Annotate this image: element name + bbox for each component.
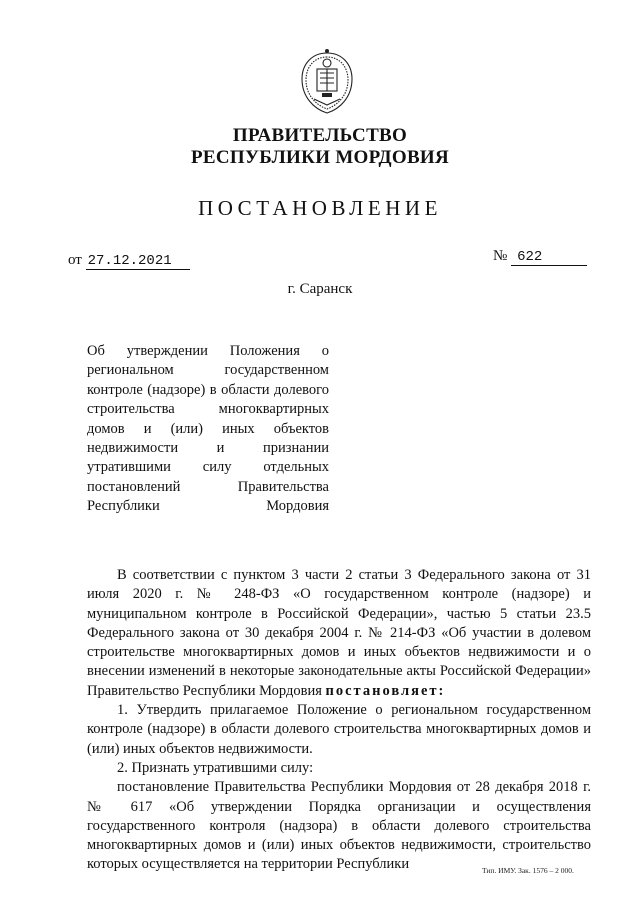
document-subject: Об утверждении Положения о региональном государственном контроле (надзоре) в области долевого строительства многоквартирных домов и (или) иных объектов недвижимости и признании утратившими силу отдельных постановлений Правительства Республики Мордовия	[87, 343, 329, 515]
decrees-word: постановляет:	[325, 682, 446, 699]
print-footer: Тип. ИМУ. Зак. 1576 – 2 000.	[482, 866, 574, 875]
preamble-paragraph	[87, 566, 591, 701]
government-title-line1: ПРАВИТЕЛЬСТВО	[232, 125, 408, 146]
item-2-paragraph: 2. Признать утратившими силу:	[117, 759, 314, 776]
government-title-line2: РЕСПУБЛИКИ МОРДОВИЯ	[190, 147, 450, 168]
city-name: г. Саранск	[287, 281, 353, 297]
coat-of-arms-emblem	[296, 47, 358, 117]
document-body	[87, 566, 591, 875]
preamble-text: В соответствии с пунктом 3 части 2 статьи 3 Федерального закона от 31 июля 2020 г. № 248-ФЗ «О государственном контроле (надзоре) и муниципальном контроле в Российской Федерации», частью 5 статьи 23.5 Федерального закона от 30 декабря 2004 г. № 214-ФЗ «Об участии в долевом строительстве многоквартирных домов и иных объектов недвижимости и о внесении изменений в некоторые законодательные акты Российской Федерации» Правительство Республики Мордовия	[87, 567, 591, 699]
document-number: 622	[511, 249, 587, 266]
date-prefix: от	[68, 252, 82, 268]
number-prefix: №	[493, 248, 508, 264]
number-line	[493, 248, 587, 266]
document-date: 27.12.2021	[86, 253, 190, 270]
document-type-title: ПОСТАНОВЛЕНИЕ	[198, 196, 442, 220]
date-line	[68, 252, 190, 270]
item-1-paragraph: 1. Утвердить прилагаемое Положение о региональном государственном контроле (надзоре) в области долевого строительства многоквартирных домов и (или) иных объектов недвижимости.	[87, 702, 591, 757]
item-2-text-paragraph: постановление Правительства Республики Мордовия от 28 декабря 2018 г. № 617 «Об утверждении Порядка организации и осуществления государственного контроля (надзора) в области долевого строительства многоквартирных домов и (или) иных объектов недвижимости, строительство которых осуществляется на территории Республики	[87, 779, 591, 873]
